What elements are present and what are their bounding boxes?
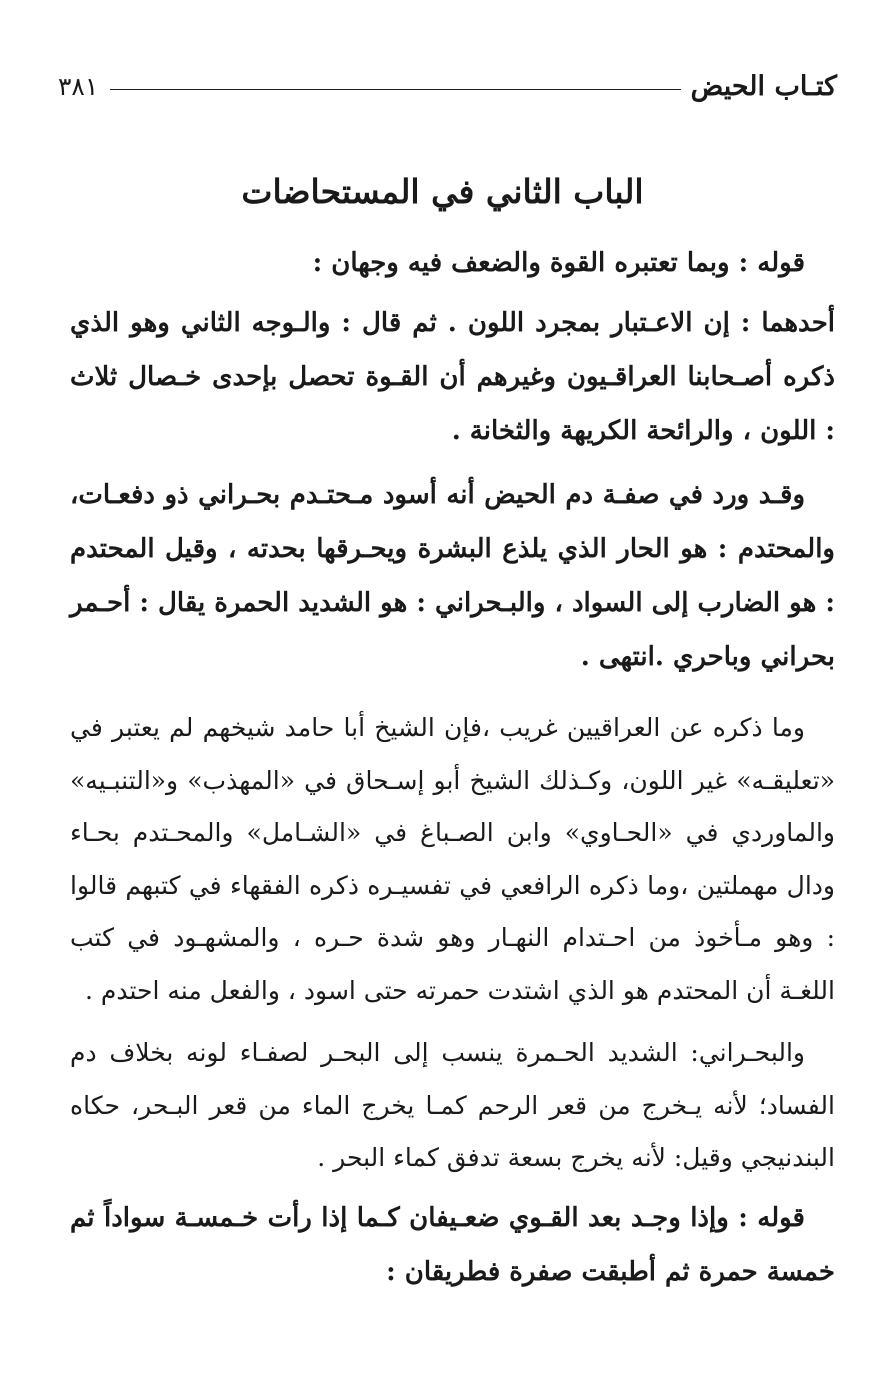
running-header (58, 66, 837, 106)
running-title: كتـاب الحيض (690, 70, 837, 102)
page-number: ٣٨١ (58, 71, 99, 101)
paragraph-menstrual-description: وقـد ورد في صفـة دم الحيض أنه أسود مـحتـدم بحـراني ذو دفعـات، والمحتدم : هو الحار الذي يلذع البشرة ويحـرقها بحدته ، وقيل المحتدم : هو الضارب إلى السواد ، والبـحراني : هو الشديد الحمرة يقال : أحـمر بحراني وباحري .انتهى . (70, 480, 835, 672)
paragraph-bahrani: والبحـراني: الشديد الحـمرة ينسب إلى البحـر لصفـاء لونه بخلاف دم الفساد؛ لأنه يـخرج من قعر الرحم كمـا يخرج الماء من قعر البـحر، حكاه البندنيجي وقيل: لأنه يخرج بسعة تدفق كماء البحر . (70, 1038, 835, 1172)
paragraph-first-view: أحدهما : إن الاعـتبار بمجرد اللون . ثم قال : والـوجه الثاني وهو الذي ذكره أصـحابنا العراقـيون وغيرهم أن القـوة تحصل بإحدى خـصال ثلاث : اللون ، والرائحة الكريهة والثخانة . (70, 308, 835, 446)
page-body (70, 236, 835, 1299)
chapter-title: الباب الثاني في المستحاضات (241, 172, 644, 211)
paragraph-commentary: وما ذكره عن العراقيين غريب ،فإن الشيخ أبا حامد شيخهم لم يعتبر في «تعليقـه» غير اللون، وكـذلك الشيخ أبو إسـحاق في «المهذب» و«التنبـيه» والماوردي في «الحـاوي» وابن الصـباغ في «الشـامل» والمحـتدم بحـاء ودال مهملتين ،وما ذكره الرافعي في تفسيـره ذكره الفقهاء في كتبهم قالوا : وهو مـأخوذ من احـتدام النهـار وهو شدة حـره ، والمشهـود في كتب اللغـة أن المحتدم هو الذي اشتدت حمرته حتى اسود ، والفعل منه احتدم . (70, 713, 835, 1005)
paragraph-quote-1: قوله : وبما تعتبره القوة والضعف فيه وجهان : (312, 248, 805, 278)
header-rule (110, 89, 680, 90)
paragraph-quote-2: قوله : وإذا وجـد بعد القـوي ضعـيفان كـما إذا رأت خـمسـة سواداً ثم خمسة حمرة ثم أطبقت صفرة فطريقان : (70, 1202, 835, 1287)
